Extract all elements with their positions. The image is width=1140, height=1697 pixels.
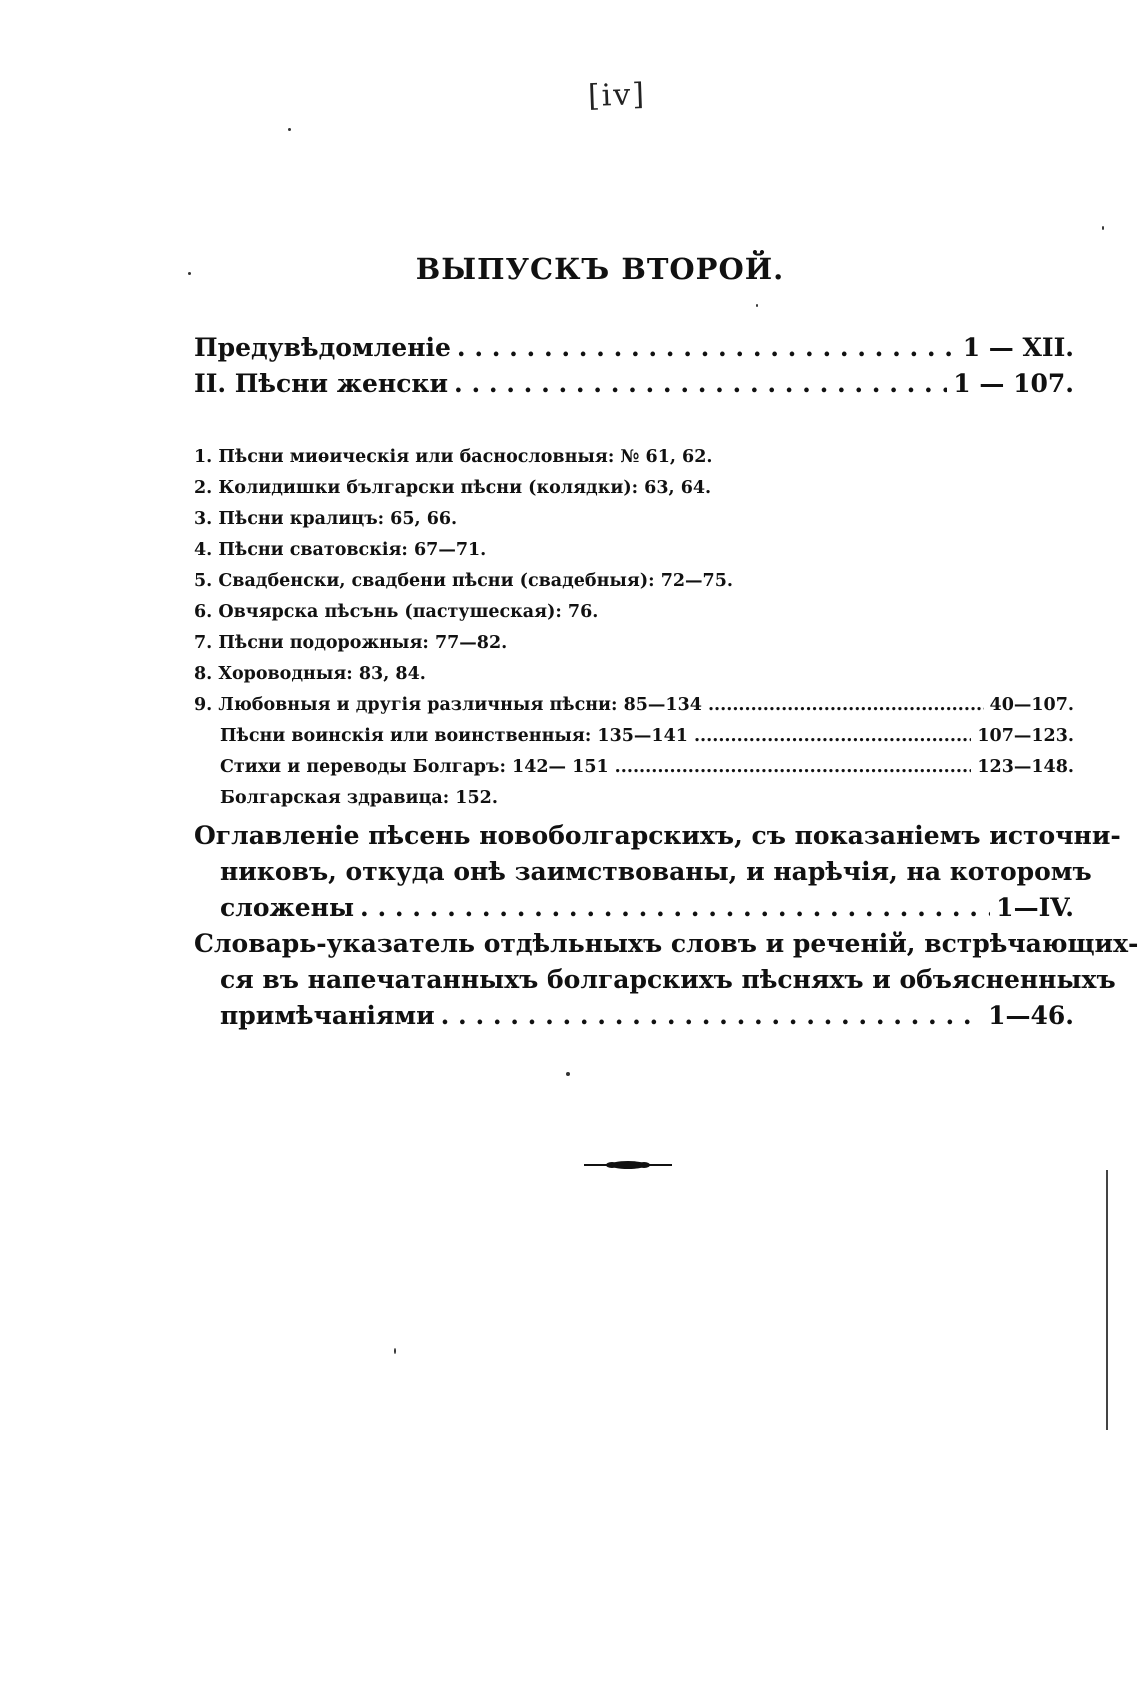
toc-sub-entry-label: 1. Пѣсни миѳическія или баснословныя: № 61, 62. bbox=[194, 447, 713, 467]
toc-main-entries bbox=[194, 330, 1074, 402]
toc-entry-label: II. Пѣсни женски bbox=[194, 369, 449, 398]
scan-speck bbox=[188, 272, 191, 275]
toc-sub-entry bbox=[194, 690, 1074, 721]
scan-speck bbox=[756, 304, 758, 307]
toc-long-entry bbox=[194, 818, 1121, 926]
toc-sub-entry bbox=[194, 473, 1074, 504]
toc-sub-entry bbox=[194, 659, 1074, 690]
toc-sub-entry-pages: 123—148. bbox=[977, 757, 1074, 777]
toc-sub-entry-label: 6. Овчярска пѣсънь (пастушеская): 76. bbox=[194, 602, 599, 622]
toc-long-entry bbox=[194, 926, 1139, 1034]
toc-entry-pages: 1 — 107. bbox=[953, 369, 1074, 398]
toc-sub-entry bbox=[194, 566, 1074, 597]
scan-speck bbox=[394, 1348, 396, 1354]
toc-sub-entry bbox=[194, 597, 1074, 628]
toc-sub-entry bbox=[194, 535, 1074, 566]
toc-sub-entry bbox=[194, 721, 1074, 752]
toc-long-entry-pages: 1—46. bbox=[988, 1001, 1074, 1030]
toc-long-entries bbox=[194, 818, 1139, 1034]
toc-entry bbox=[194, 366, 1074, 402]
toc-entry-pages: 1 — XII. bbox=[962, 333, 1074, 362]
toc-long-entry-line bbox=[194, 962, 1116, 998]
leader-dots bbox=[360, 890, 990, 926]
toc-long-entry-line bbox=[194, 890, 1074, 926]
toc-sub-entry bbox=[194, 442, 1074, 473]
toc-long-entry-line bbox=[194, 818, 1121, 854]
toc-long-entry-text: ся въ напечатанныхъ болгарскихъ пѣсняхъ и объясненныхъ bbox=[220, 965, 1116, 994]
toc-sub-entry-label: 5. Свадбенски, свадбени пѣсни (свадебныя): 72—75. bbox=[194, 571, 733, 591]
leader-dots bbox=[694, 721, 971, 752]
scan-speck bbox=[566, 1072, 570, 1076]
toc-long-entry-line bbox=[194, 854, 1092, 890]
scan-speck bbox=[1102, 226, 1104, 230]
toc-sub-entry bbox=[194, 783, 1074, 814]
toc-entry bbox=[194, 330, 1074, 366]
toc-sub-entry-label: 4. Пѣсни сватовскія: 67—71. bbox=[194, 540, 487, 560]
toc-sub-entry-label: 9. Любовныя и другія различныя пѣсни: 85—134 bbox=[194, 695, 702, 715]
leader-dots bbox=[454, 366, 947, 402]
toc-sub-entry-label: 2. Колидишки български пѣсни (колядки): 63, 64. bbox=[194, 478, 712, 498]
toc-long-entry-text: Словарь-указатель отдѣльныхъ словъ и реченій, встрѣчающих- bbox=[194, 929, 1139, 958]
toc-long-entry-text: примѣчаніями bbox=[220, 1001, 435, 1030]
toc-long-entry-pages: 1—IV. bbox=[996, 893, 1074, 922]
toc-sub-entry-pages: 107—123. bbox=[977, 726, 1074, 746]
leader-dots bbox=[441, 998, 982, 1034]
page-number-mark: [iv] bbox=[587, 76, 647, 115]
toc-sub-entry-label: Болгарская здравица: 152. bbox=[220, 788, 498, 808]
toc-long-entry-text: никовъ, откуда онѣ заимствованы, и нарѣчія, на которомъ bbox=[220, 857, 1092, 886]
scan-edge-line bbox=[1106, 1170, 1108, 1430]
toc-sub-entry bbox=[194, 628, 1074, 659]
ornament-divider-icon bbox=[582, 1158, 674, 1172]
leader-dots bbox=[615, 752, 972, 783]
toc-entry-label: Предувѣдомленіе bbox=[194, 333, 451, 362]
toc-sub-entry bbox=[194, 752, 1074, 783]
toc-sub-entry bbox=[194, 504, 1074, 535]
toc-sub-entry-label: 7. Пѣсни подорожныя: 77—82. bbox=[194, 633, 508, 653]
section-heading: ВЫПУСКЪ ВТОРОЙ. bbox=[415, 252, 785, 286]
scan-speck bbox=[288, 128, 291, 131]
toc-sub-entry-label: 3. Пѣсни кралицъ: 65, 66. bbox=[194, 509, 458, 529]
toc-sub-entry-pages: 40—107. bbox=[989, 695, 1074, 715]
toc-sub-entry-label: Пѣсни воинскія или воинственныя: 135—141 bbox=[220, 726, 688, 746]
leader-dots bbox=[457, 330, 957, 366]
toc-long-entry-line bbox=[194, 998, 1074, 1034]
toc-long-entry-text: сложены bbox=[220, 893, 355, 922]
leader-dots bbox=[708, 690, 984, 721]
toc-sub-entry-label: 8. Хороводныя: 83, 84. bbox=[194, 664, 426, 684]
toc-sub-entries bbox=[194, 442, 1074, 814]
toc-sub-entry-label: Стихи и переводы Болгаръ: 142— 151 bbox=[220, 757, 609, 777]
toc-long-entry-text: Оглавленіе пѣсень новоболгарскихъ, съ показаніемъ источни- bbox=[194, 821, 1121, 850]
toc-long-entry-line bbox=[194, 926, 1139, 962]
